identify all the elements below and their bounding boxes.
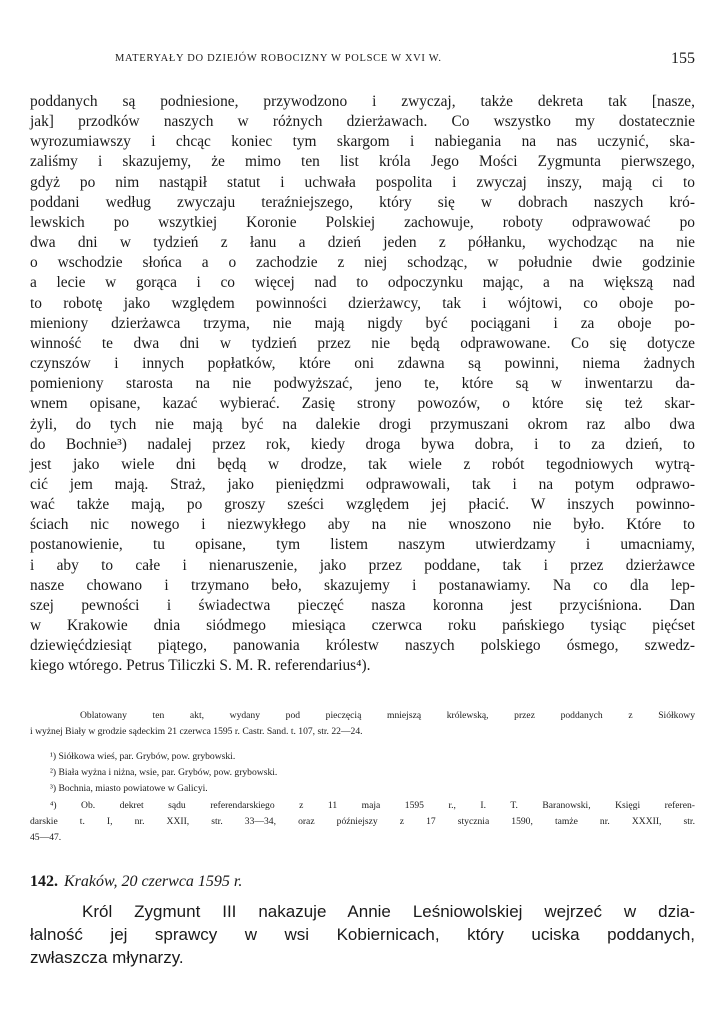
body-line: mieniony dzierżawca trzyma, nie mają nigdy być pociągani i za oboje po- (30, 314, 695, 332)
body-line: żyli, do tych nie mają być na dalekie drogi przymuszani okrom raz albo dwa (30, 415, 695, 433)
body-line: wać także mają, po groszy sześci względem jej płacić. W inszych powinno- (30, 496, 695, 514)
document-place-date: Kraków, 20 czerwca 1595 r. (64, 873, 243, 890)
note-line: Oblatowany ten akt, wydany pod pieczęcią mniejszą królewską, przez poddanych z Siółkowy (80, 710, 695, 721)
body-line: jak] przodków naszych w różnych dzierżawach. Co wszystko my dostatecznie (30, 113, 695, 131)
body-line: zaliśmy i skazujemy, że mimo ten list króla Jego Mości Zygmunta pierwszego, (30, 153, 695, 171)
body-line: gdyż po nim nastąpił statut i uchwała pospolita i zwyczaj inszy, mają ci to (30, 173, 695, 191)
body-line: kiego wtórego. Petrus Tiliczki S. M. R. referendarius⁴). (30, 657, 371, 675)
page-header (30, 50, 695, 74)
footnote: ³) Bochnia, miasto powiatowe w Galicyi. (50, 783, 208, 795)
body-line: pomieniony starosta na nie podwyższać, jeno te, które są w inwentarzu da- (30, 375, 695, 393)
summary-line: Król Zygmunt III nakazuje Annie Leśniowolskiej wejrzeć w dzia- (82, 902, 695, 921)
page-number: 155 (671, 50, 695, 67)
document-heading (30, 873, 695, 891)
body-line: a lecie w gorąca i co więcej nad to odpoczynku mając, a na większą nad (30, 274, 695, 292)
body-line: winność te dwa dni w tydzień przez nie będą odprawowane. Co się dotycze (30, 334, 695, 352)
body-line: czynszów i innych popłatków, które oni zdawna są powinni, niema żadnych (30, 355, 695, 373)
body-line: dziewięćdziesiąt piątego, panowania królestw naszych polskiego ósmego, szwedz- (30, 637, 695, 655)
body-line: poddanych są podniesione, przywodzono i zwyczaj, także dekreta tak [nasze, (30, 93, 695, 110)
running-title: MATERYAŁY DO DZIEJÓW ROBOCIZNY W POLSCE W XVI W. (115, 53, 442, 64)
document-number: 142. (30, 873, 58, 890)
body-line: ściach nic nowego i niezwykłego aby na nie wnoszono nie było. Które to (30, 516, 695, 534)
footnote: ¹) Siółkowa wieś, par. Grybów, pow. grybowski. (50, 751, 236, 762)
body-line: i aby to całe i nienaruszenie, jako przez poddane, tak i przez dzierżawce (30, 556, 695, 574)
body-line: w Krakowie dnia siódmego miesiąca czerwca roku pańskiego tysiąc pięćset (30, 617, 695, 635)
body-line: do Bochnie³) nadalej przez rok, kiedy droga bywa dobra, i to za dzień, to (30, 435, 695, 453)
footnote: ²) Biała wyżna i niżna, wsie, par. Grybów, pow. grybowski. (50, 767, 278, 779)
body-line: to robotę jako względem powinności dzierżawcy, tak i wójtowi, co oboje po- (30, 294, 695, 312)
footnote-continuation: 45—47. (30, 832, 62, 844)
body-line: jest jako wiele dni będą w drodze, tak wiele z robót tegodniowych wytrą- (30, 455, 695, 473)
summary-line: zwłaszcza młynarzy. (30, 948, 184, 967)
archival-note (30, 708, 695, 740)
note-line: i wyżnej Biały w grodzie sądeckim 21 czerwca 1595 r. Castr. Sand. t. 107, str. 22—24. (30, 726, 363, 738)
footnotes (30, 749, 695, 846)
body-line: postanowienie, tu opisane, tym listem naszym utwierdzamy i umacniamy, (30, 536, 695, 554)
footnote-continuation: darskie t. I, nr. XXII, str. 33—34, oraz późniejszy z 17 stycznia 1590, tamże nr. XXXII, str. (30, 815, 695, 827)
body-line: szej pewności i świadectwa pieczęć nasza koronna jest przyciśniona. Dan (30, 596, 695, 614)
footnote: ⁴) Ob. dekret sądu referendarskiego z 11 maja 1595 r., I. T. Baranowski, Księgi referen- (50, 799, 695, 811)
summary-line: łalność jej sprawcy w wsi Kobiernicach, który uciska poddanych, (30, 925, 695, 944)
document-summary (30, 900, 695, 969)
body-line: wnem opisane, kazać wybierać. Zasię strony powozów, o które się też skar- (30, 395, 695, 413)
body-line: nasze chowano i trzymano beło, skazujemy i postanawiamy. Na co dla lep- (30, 576, 695, 594)
body-line: wyrozumiawszy i chcąc koniec tym skargom i nabiegania na nas uczynić, ska- (30, 133, 695, 151)
body-line: lewskich po wszytkiej Koronie Polskiej zachowuje, roboty odprawować po (30, 213, 695, 231)
body-line: dwa dni w tydzień z łanu a dzień jeden z półłanku, wychodząc na nie (30, 234, 695, 252)
document-body-text (30, 92, 695, 677)
body-line: cić jem mają. Straż, jako pieniędzmi odprawowali, tak i na potym odprawo- (30, 475, 695, 493)
body-line: poddani według zwyczaju teraźniejszego, który się w dobrach naszych kró- (30, 193, 695, 211)
body-line: o wschodzie słońca a o zachodzie z niej schodząc, w południe dwie godzinie (30, 254, 695, 272)
